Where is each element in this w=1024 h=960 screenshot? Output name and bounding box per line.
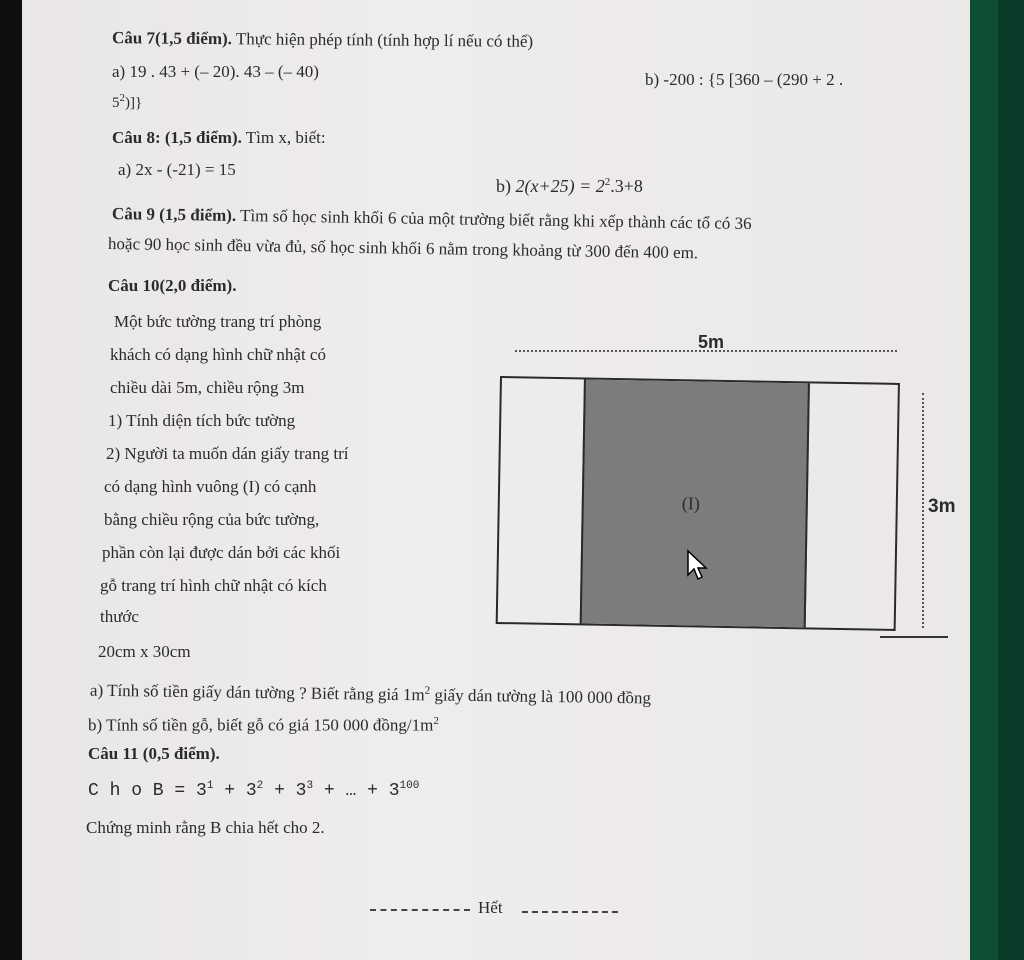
q11-cho: C h o B = 3 bbox=[88, 781, 207, 801]
q10-line: Một bức tường trang trí phòng bbox=[114, 312, 322, 331]
q10-a-post: giấy dán tường là 100 000 đồng bbox=[430, 685, 652, 708]
q8-b-expr2: .3+8 bbox=[610, 176, 643, 196]
q7-part-a: a) 19 . 43 + (– 20). 43 – (– 40) bbox=[112, 62, 319, 81]
q7-title-bold: Câu 7(1,5 điểm). bbox=[111, 28, 233, 49]
q7-title bbox=[112, 28, 533, 52]
q11-e4: 100 bbox=[399, 780, 420, 792]
q9-line1-text: Tìm số học sinh khối 6 của một trường biết rằng khi xếp thành các tổ có 36 bbox=[236, 205, 752, 234]
mouse-cursor-icon bbox=[686, 549, 708, 581]
q7-title-rest: Thực hiện phép tính (tính hợp lí nếu có thể) bbox=[231, 29, 534, 51]
width-label: 5m bbox=[698, 332, 725, 352]
q8-title bbox=[112, 128, 326, 148]
q10-line: 20cm x 30cm bbox=[98, 642, 191, 661]
q10-b-pre: b) Tính số tiền gỗ, biết gỗ có giá 150 000 đồng/1m bbox=[88, 715, 434, 735]
baseline-underline bbox=[880, 636, 948, 638]
q7-part-b: b) -200 : {5 [360 – (290 + 2 . bbox=[645, 70, 844, 89]
q10-line: thước bbox=[100, 607, 139, 626]
q11-p2: + 3 bbox=[213, 781, 257, 801]
q11-e2: 2 bbox=[256, 780, 264, 792]
q10-line: bằng chiều rộng của bức tường, bbox=[104, 510, 320, 529]
q10-part-b bbox=[88, 715, 439, 736]
q7-b-cont-exp: 2 bbox=[119, 92, 125, 104]
q8-part-a: a) 2x - (-21) = 15 bbox=[118, 160, 236, 179]
footer-dash-right bbox=[522, 911, 618, 913]
q11-prove: Chứng minh rằng B chia hết cho 2. bbox=[86, 818, 325, 837]
height-label: 3m bbox=[928, 496, 956, 517]
left-dark-band bbox=[0, 0, 22, 960]
wall-rectangle bbox=[496, 376, 900, 631]
q8-title-rest: Tìm x, biết: bbox=[241, 128, 326, 147]
q9-line2: hoặc 90 học sinh đều vừa đủ, số học sinh khối 6 nằm trong khoảng từ 300 đến 400 em. bbox=[107, 234, 699, 263]
q11-e3: 3 bbox=[306, 780, 314, 792]
square-label: (I) bbox=[681, 493, 700, 514]
q9-title-bold: Câu 9 (1,5 điểm). bbox=[111, 204, 237, 225]
q10-b-exp: 2 bbox=[433, 715, 439, 727]
square-region-i bbox=[580, 379, 810, 627]
right-edge-band bbox=[998, 0, 1024, 960]
q7-part-b-cont bbox=[112, 92, 142, 112]
footer-dash-left bbox=[370, 909, 470, 911]
q8-b-prefix: b) bbox=[496, 176, 516, 196]
q11-title: Câu 11 (0,5 điểm). bbox=[88, 744, 220, 763]
q11-formula bbox=[88, 780, 419, 801]
q10-a-pre: a) Tính số tiền giấy dán tường ? Biết rằng giá 1m bbox=[89, 680, 425, 705]
q8-b-expr1: 2(x+25) = 2 bbox=[515, 176, 605, 196]
q7-b-cont-rest: )]} bbox=[125, 95, 143, 111]
footer-end: Hết bbox=[478, 898, 503, 917]
q11-p4: + … + 3 bbox=[313, 781, 400, 801]
q10-line: 1) Tính diện tích bức tường bbox=[108, 411, 296, 430]
right-green-band bbox=[970, 0, 998, 960]
height-dimension-arrow bbox=[922, 393, 924, 628]
q11-p3: + 3 bbox=[263, 781, 307, 801]
q10-a-exp: 2 bbox=[424, 684, 431, 697]
q7-b-cont-base: 5 bbox=[112, 95, 120, 111]
q10-line: 2) Người ta muốn dán giấy trang trí bbox=[106, 444, 349, 463]
q8-title-bold: Câu 8: (1,5 điểm). bbox=[112, 128, 242, 147]
q11-e1: 1 bbox=[206, 780, 214, 792]
q10-line: gỗ trang trí hình chữ nhật có kích bbox=[100, 576, 327, 595]
q10-line: chiều dài 5m, chiều rộng 3m bbox=[110, 378, 305, 397]
q10-title: Câu 10(2,0 điểm). bbox=[108, 276, 237, 295]
q10-line: có dạng hình vuông (I) có cạnh bbox=[104, 477, 317, 496]
q10-line: khách có dạng hình chữ nhật có bbox=[110, 345, 326, 364]
q8-b-exp: 2 bbox=[604, 176, 611, 188]
q8-part-b bbox=[496, 176, 643, 197]
q10-line: phần còn lại được dán bởi các khối bbox=[102, 543, 341, 562]
